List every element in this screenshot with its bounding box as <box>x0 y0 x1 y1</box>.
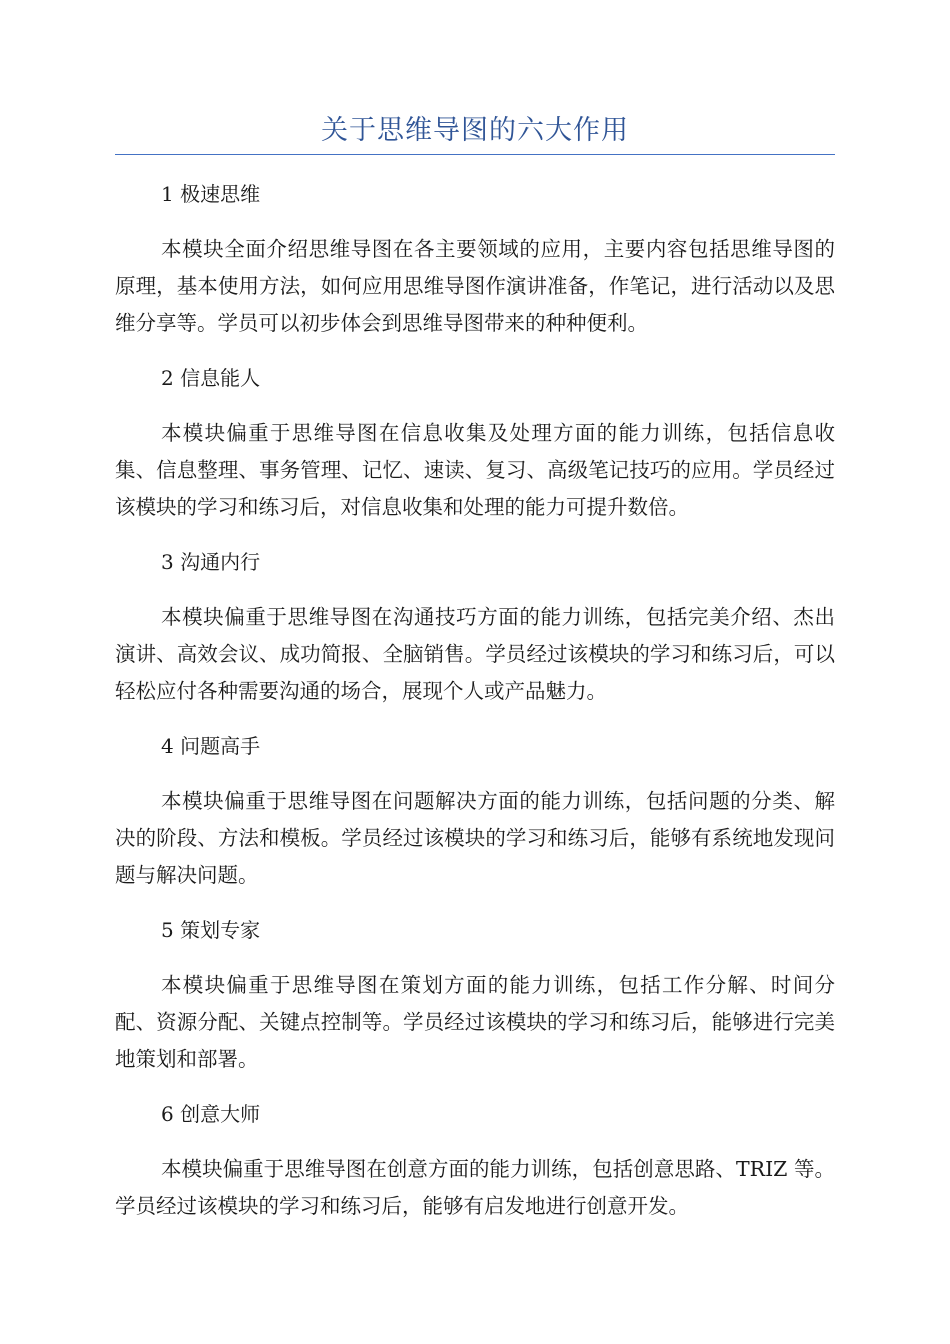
section-heading: 2 信息能人 <box>161 366 261 390</box>
section-heading: 3 沟通内行 <box>161 550 261 574</box>
section-paragraph: 本模块偏重于思维导图在问题解决方面的能力训练，包括问题的分类、解决的阶段、方法和模板。学员经过该模块的学习和练习后，能够有系统地发现问题与解决问题。 <box>115 789 835 887</box>
section-heading: 4 问题高手 <box>161 734 261 758</box>
section-paragraph: 本模块全面介绍思维导图在各主要领域的应用，主要内容包括思维导图的原理，基本使用方法，如何应用思维导图作演讲准备，作笔记，进行活动以及思维分享等。学员可以初步体会到思维导图带来的种种便利。 <box>115 237 835 335</box>
section-3 <box>115 544 835 710</box>
section-6 <box>115 1096 835 1225</box>
section-heading: 6 创意大师 <box>161 1102 261 1126</box>
section-heading: 1 极速思维 <box>161 182 261 206</box>
section-heading: 5 策划专家 <box>161 918 261 942</box>
section-paragraph: 本模块偏重于思维导图在策划方面的能力训练，包括工作分解、时间分配、资源分配、关键点控制等。学员经过该模块的学习和练习后，能够进行完美地策划和部署。 <box>115 973 835 1071</box>
section-2 <box>115 360 835 526</box>
section-paragraph: 本模块偏重于思维导图在创意方面的能力训练，包括创意思路、TRIZ 等。学员经过该模块的学习和练习后，能够有启发地进行创意开发。 <box>115 1157 835 1218</box>
title-underline <box>115 154 835 155</box>
section-1 <box>115 176 835 342</box>
section-4 <box>115 728 835 894</box>
document-body <box>115 176 835 1243</box>
section-5 <box>115 912 835 1078</box>
document-title: 关于思维导图的六大作用 <box>321 115 629 146</box>
section-paragraph: 本模块偏重于思维导图在信息收集及处理方面的能力训练，包括信息收集、信息整理、事务管理、记忆、速读、复习、高级笔记技巧的应用。学员经过该模块的学习和练习后，对信息收集和处理的能力可提升数倍。 <box>115 421 835 519</box>
section-paragraph: 本模块偏重于思维导图在沟通技巧方面的能力训练，包括完美介绍、杰出演讲、高效会议、成功简报、全脑销售。学员经过该模块的学习和练习后，可以轻松应付各种需要沟通的场合，展现个人或产品魅力。 <box>115 605 835 703</box>
